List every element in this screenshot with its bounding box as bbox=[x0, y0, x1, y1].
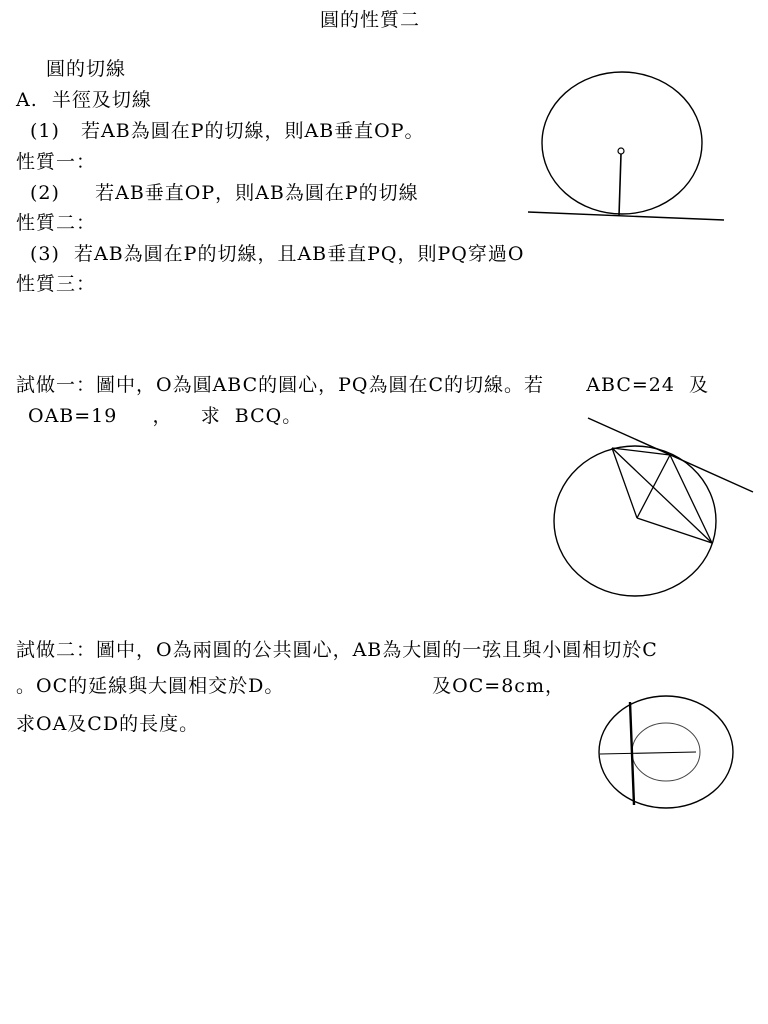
segment-oc-d bbox=[600, 752, 696, 754]
property-label-2: 性質二： bbox=[16, 212, 97, 234]
exercise2-line1: 試做二：圖中，O為兩圓的公共圓心，AB為大圓的一弦且與小圓相切於C bbox=[16, 639, 658, 661]
center-point bbox=[618, 148, 624, 154]
radius-line bbox=[619, 154, 621, 216]
figure-inscribed-tangent bbox=[550, 410, 760, 605]
circle bbox=[554, 446, 716, 596]
exercise1-line2: OAB=19 ， 求 BCQ。 bbox=[28, 405, 303, 427]
figure-tangent-radius bbox=[520, 70, 730, 225]
exercise2-line2: 。OC的延線與大圓相交於D。 及OC=8cm， bbox=[16, 675, 565, 697]
exercise2-line3: 求OA及CD的長度。 bbox=[16, 713, 200, 735]
segment-c-o bbox=[637, 455, 670, 518]
segment-o-b bbox=[637, 518, 712, 543]
circle bbox=[542, 72, 702, 214]
property-statement-3: (3) 若AB為圓在P的切線，且AB垂直PQ，則PQ穿過O bbox=[30, 243, 525, 265]
section-subheading: A. 半徑及切線 bbox=[16, 89, 152, 111]
segment-a-o bbox=[612, 448, 637, 518]
segment-c-b bbox=[670, 455, 712, 543]
outer-circle bbox=[599, 696, 733, 808]
segment-a-b bbox=[612, 448, 712, 543]
exercise1-line1: 試做一：圖中，O為圓ABC的圓心，PQ為圓在C的切線。若 ABC=24 及 bbox=[16, 374, 710, 396]
property-statement-2: (2) 若AB垂直OP，則AB為圓在P的切線 bbox=[30, 182, 419, 204]
page-title: 圓的性質二 bbox=[320, 9, 421, 31]
property-label-3: 性質三： bbox=[16, 273, 97, 295]
tangent-line bbox=[528, 212, 724, 220]
property-label-1: 性質一： bbox=[16, 151, 97, 173]
property-statement-1: (1) 若AB為圓在P的切線，則AB垂直OP。 bbox=[30, 120, 425, 142]
figure-concentric-circles bbox=[590, 690, 740, 815]
section-heading: 圓的切線 bbox=[46, 58, 127, 80]
